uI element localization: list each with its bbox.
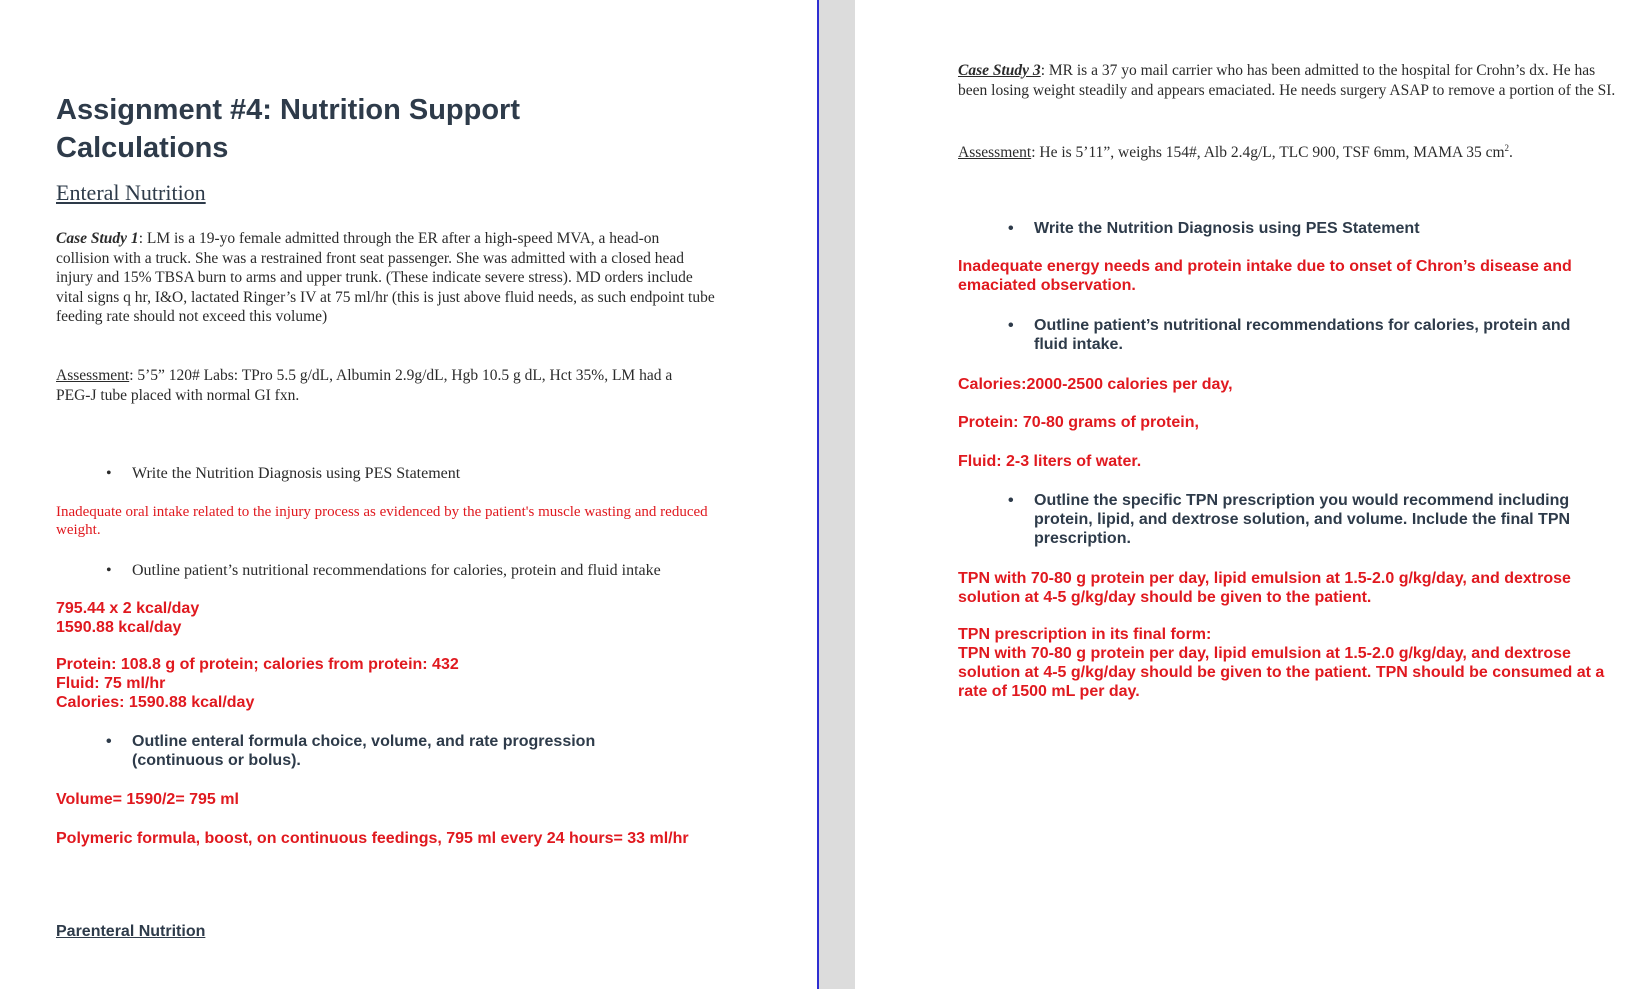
- bullet-item: [1008, 316, 1608, 354]
- case-study-1: [56, 229, 716, 327]
- case-study-1-label: Case Study 1: [56, 230, 139, 247]
- bullet-1-text: Write the Nutrition Diagnosis using PES Statement: [132, 465, 461, 482]
- right-answer-1: Inadequate energy needs and protein intake due to onset of Chron’s disease and emaciated observation.: [958, 258, 1572, 294]
- tpn-answer: TPN with 70-80 g protein per day, lipid emulsion at 1.5-2.0 g/kg/day, and dextrose solution at 4-5 g/kg/day should be given to the patient.: [958, 570, 1571, 606]
- page-gutter: [819, 0, 855, 989]
- assessment-3-label: Assessment: [958, 144, 1032, 162]
- bullet-2-text: Outline patient’s nutritional recommendations for calories, protein and fluid intake: [132, 562, 661, 579]
- calories-line: Calories: 1590.88 kcal/day: [56, 694, 255, 711]
- tpn-final-text: TPN with 70-80 g protein per day, lipid emulsion at 1.5-2.0 g/kg/day, and dextrose solution at 4-5 g/kg/day should be given to the patient. TPN should be consumed at a rate of 1500 mL per day.: [958, 645, 1605, 700]
- parenteral-heading: Parenteral Nutrition: [56, 923, 206, 940]
- case-study-3: [958, 61, 1618, 100]
- calc-line-1: 795.44 x 2 kcal/day: [56, 600, 200, 617]
- page-title: Assignment #4: Nutrition Support Calculations: [56, 94, 520, 164]
- right-calories-line: Calories:2000-2500 calories per day,: [958, 376, 1233, 393]
- assessment-1-label: Assessment: [56, 367, 130, 384]
- assessment-3-sup: 2: [1504, 143, 1510, 153]
- assessment-1-text: : 5’5” 120# Labs: TPro 5.5 g/dL, Albumin 2.9g/dL, Hgb 10.5 g dL, Hct 35%, LM had a PEG-J tube placed with normal GI fxn.: [56, 367, 673, 404]
- right-page: [855, 0, 1648, 989]
- right-bullet-2-text: Outline patient’s nutritional recommendations for calories, protein and fluid intake.: [1034, 317, 1571, 353]
- assessment-1: [56, 366, 706, 405]
- bullet-dot-icon: •: [1008, 220, 1014, 237]
- case-study-3-text: : MR is a 37 yo mail carrier who has been admitted to the hospital for Crohn’s dx. He has been losing weight steadily and appears emaciated. He needs surgery ASAP to remove a portion of the SI.: [958, 62, 1616, 99]
- tpn-final-label: TPN prescription in its final form:: [958, 626, 1212, 643]
- bullet-dot-icon: •: [106, 733, 112, 750]
- right-protein-line: Protein: 70-80 grams of protein,: [958, 414, 1199, 431]
- right-bullet-3-text: Outline the specific TPN prescription you would recommend including protein, lipid, and dextrose solution, and volume. Include the final TPN prescription.: [1034, 492, 1571, 547]
- bullet-item: [1008, 219, 1628, 238]
- case-study-3-label: Case Study 3: [958, 62, 1041, 79]
- left-page: [0, 0, 817, 989]
- assessment-3-end: .: [1509, 144, 1513, 162]
- case-study-1-text: : LM is a 19-yo female admitted through the ER after a high-speed MVA, a head-on collision with a truck. She was a restrained front seat passenger. She was admitted with a closed head injury and 15% TBSA burn to arms and upper trunk. (These indicate severe stress). MD orders include vital signs q hr, I&O, lactated Ringer’s IV at 75 ml/hr (this is just above fluid needs, as such endpoint tube feeding rate should not exceed this volume): [56, 230, 715, 325]
- formula-line: Polymeric formula, boost, on continuous feedings, 795 ml every 24 hours= 33 ml/hr: [56, 830, 689, 847]
- fluid-line: Fluid: 75 ml/hr: [56, 675, 166, 692]
- bullet-dot-icon: •: [1008, 317, 1014, 334]
- volume-line: Volume= 1590/2= 795 ml: [56, 791, 239, 808]
- right-bullet-1-text: Write the Nutrition Diagnosis using PES Statement: [1034, 220, 1420, 237]
- protein-line: Protein: 108.8 g of protein; calories from protein: 432: [56, 656, 459, 673]
- assessment-3: [958, 139, 1628, 163]
- bullet-item: [106, 732, 626, 770]
- calc-line-2: 1590.88 kcal/day: [56, 619, 182, 636]
- bullet-dot-icon: •: [106, 465, 112, 482]
- bullet-item: [1008, 491, 1608, 548]
- bullet-item: [106, 464, 706, 484]
- bullet-dot-icon: •: [1008, 492, 1014, 509]
- enteral-heading: Enteral Nutrition: [56, 180, 206, 205]
- answer-1: Inadequate oral intake related to the injury process as evidenced by the patient's muscle wasting and reduced weight.: [56, 504, 708, 538]
- right-fluid-line: Fluid: 2-3 liters of water.: [958, 453, 1142, 470]
- assessment-3-text: : He is 5’11”, weighs 154#, Alb 2.4g/L, TLC 900, TSF 6mm, MAMA 35 cm: [1031, 144, 1505, 162]
- bullet-dot-icon: •: [106, 562, 112, 579]
- bullet-item: [106, 561, 746, 581]
- bullet-3-text: Outline enteral formula choice, volume, and rate progression (continuous or bolus).: [132, 733, 596, 769]
